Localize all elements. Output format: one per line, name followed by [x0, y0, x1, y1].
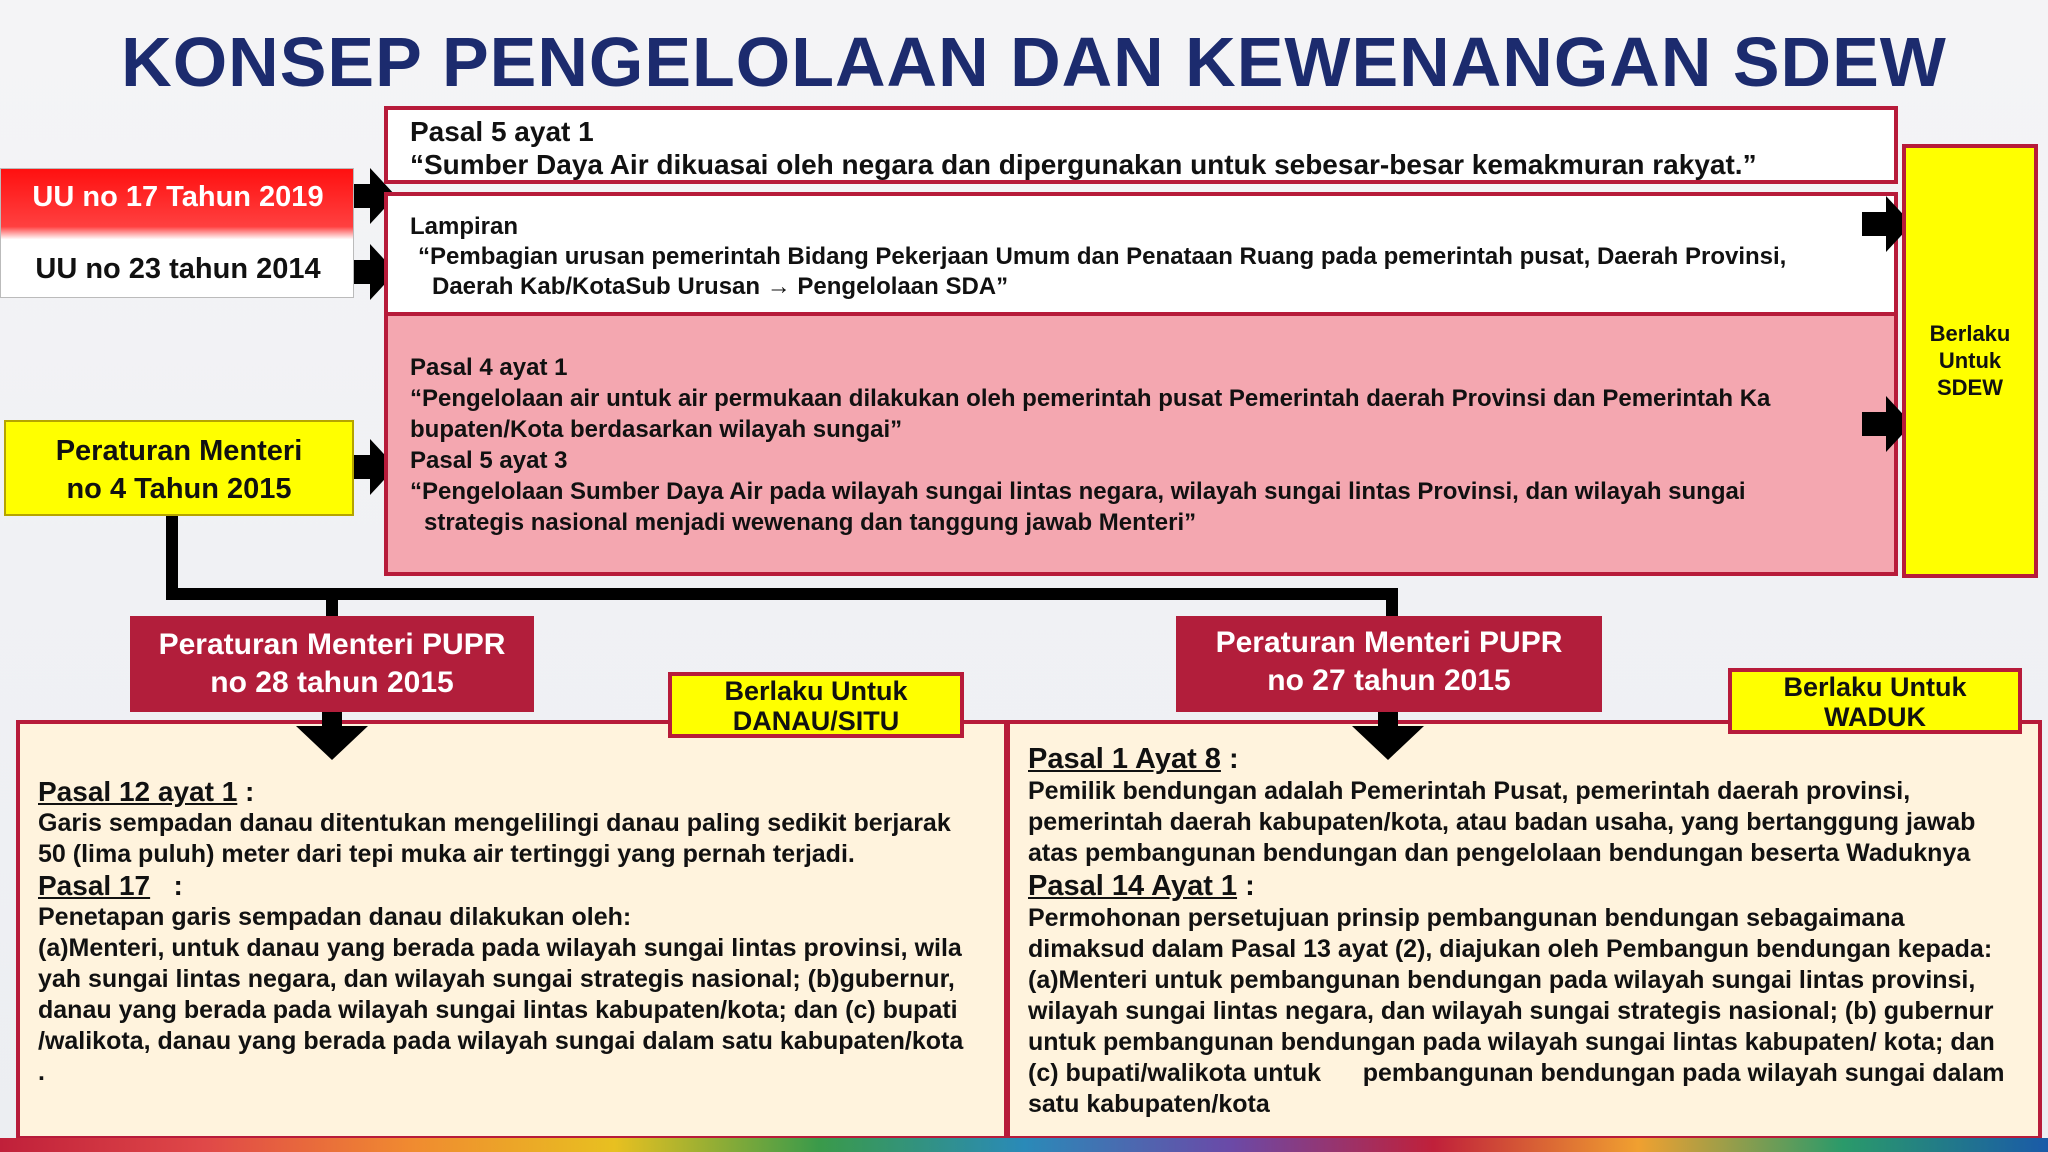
permen-4-2015-box [4, 420, 354, 516]
pasal-5-ayat-3-line1: “Pengelolaan Sumber Daya Air pada wilayah sungai lintas negara, wilayah sungai lintas Provinsi, dan wilayah sungai [410, 478, 1746, 505]
pasal-5-ayat-3-heading: Pasal 5 ayat 3 [410, 447, 568, 474]
berlaku-waduk-line2: WADUK [1824, 702, 1926, 732]
lampiran-box [384, 192, 1898, 316]
pasal-17-line: . [38, 1058, 45, 1086]
pasal-14-line: satu kabupaten/kota [1028, 1090, 1270, 1118]
page-title: KONSEP PENGELOLAAN DAN KEWENANGAN SDEW [121, 23, 1947, 101]
berlaku-sdew-box [1902, 144, 2038, 578]
colon: : [1220, 743, 1239, 775]
berlaku-danau-box [668, 672, 964, 738]
berlaku-sdew-line3: SDEW [1937, 375, 2003, 400]
pasal-1-ayat-8-heading: Pasal 1 Ayat 8 [1028, 743, 1221, 775]
pasal-1-line: Pemilik bendungan adalah Pemerintah Pusat, pemerintah daerah provinsi, [1028, 777, 1911, 805]
uu-2019-label: UU no 17 Tahun 2019 [32, 181, 324, 213]
pupr-27-2015-box [1176, 616, 1602, 712]
uu-label-box [0, 168, 354, 298]
pasal-12-heading: Pasal 12 ayat 1 [38, 776, 238, 807]
pasal-4-heading: Pasal 4 ayat 1 [410, 354, 568, 381]
pasal-4-line1: “Pengelolaan air untuk air permukaan dilakukan oleh pemerintah pusat Pemerintah daerah Provinsi dan Pemerintah Ka [410, 385, 1771, 412]
berlaku-waduk-line1: Berlaku Untuk [1783, 672, 1967, 702]
permen-line2: no 4 Tahun 2015 [66, 473, 292, 505]
pupr-27-line2: no 27 tahun 2015 [1267, 664, 1511, 697]
waduk-panel-text [1028, 742, 2038, 1120]
pasal-17-line: yah sungai lintas negara, dan wilayah sungai strategis nasional; (b)gubernur, [38, 965, 955, 993]
pasal-17-line: danau yang berada pada wilayah sungai lintas kabupaten/kota; dan (c) bupati [38, 996, 958, 1024]
berlaku-danau-line1: Berlaku Untuk [724, 676, 908, 706]
pasal-4-line2: bupaten/Kota berdasarkan wilayah sungai” [410, 416, 903, 443]
berlaku-sdew-line2: Untuk [1938, 348, 2002, 373]
pasal-14-line: (c) bupati/walikota untuk pembangunan bendungan pada wilayah sungai dalam [1028, 1059, 2005, 1087]
pasal-4-5-pink-box [384, 312, 1898, 576]
pasal-14-line: Permohonan persetujuan prinsip pembangunan bendungan sebagaimana [1028, 904, 1905, 932]
permen-line1: Peraturan Menteri [55, 435, 303, 467]
pasal-5-quote: “Sumber Daya Air dikuasai oleh negara dan dipergunakan untuk sebesar-besar kemakmuran rakyat.” [410, 149, 1757, 180]
connector-line [166, 516, 178, 596]
pasal-5-ayat-1-box [384, 106, 1898, 184]
berlaku-danau-line2: DANAU/SITU [732, 706, 900, 736]
pasal-14-line: untuk pembangunan bendungan pada wilayah sungai lintas kabupaten/ kota; dan [1028, 1028, 1995, 1056]
arrow-shaft [354, 184, 370, 208]
colon: : [237, 776, 255, 807]
pasal-5-ayat-3-line2: strategis nasional menjadi wewenang dan tanggung jawab Menteri” [424, 509, 1197, 536]
arrow-shaft [1862, 212, 1886, 236]
pasal-12-line: Garis sempadan danau ditentukan mengelilingi danau paling sedikit berjarak [38, 809, 951, 837]
uu-2014-label: UU no 23 tahun 2014 [35, 253, 321, 285]
decorative-color-strip [0, 1138, 2048, 1152]
danau-panel-text [38, 776, 1002, 1088]
pasal-17-line: Penetapan garis sempadan danau dilakukan oleh: [38, 903, 632, 931]
pasal-1-line: pemerintah daerah kabupaten/kota, atau badan usaha, yang bertanggung jawab [1028, 808, 1976, 836]
pupr-28-line1: Peraturan Menteri PUPR [158, 628, 506, 661]
lampiran-line1: “Pembagian urusan pemerintah Bidang Pekerjaan Umum dan Penataan Ruang pada pemerintah pusat, Daerah Provinsi, [418, 243, 1787, 270]
colon: : [1237, 870, 1255, 902]
pasal-14-line: dimaksud dalam Pasal 13 ayat (2), diajukan oleh Pembangun bendungan kepada: [1028, 935, 1993, 963]
berlaku-sdew-line1: Berlaku [1929, 321, 2011, 346]
pasal-17-line: /walikota, danau yang berada pada wilayah sungai dalam satu kabupaten/kota [38, 1027, 964, 1055]
pasal-17-heading: Pasal 17 [38, 870, 151, 901]
colon: : [150, 870, 183, 901]
arrow-shaft [354, 260, 370, 284]
lampiran-line2: Daerah Kab/KotaSub Urusan → Pengelolaan SDA” [432, 273, 1009, 300]
lampiran-heading: Lampiran [410, 213, 519, 240]
pasal-5-heading: Pasal 5 ayat 1 [410, 116, 594, 147]
pasal-14-line: (a)Menteri untuk pembangunan bendungan pada wilayah sungai lintas provinsi, [1028, 966, 1976, 994]
arrow-shaft [354, 455, 370, 479]
berlaku-waduk-box [1728, 668, 2022, 734]
pupr-28-2015-box [130, 616, 534, 712]
connector-line [166, 588, 1398, 600]
pasal-14-line: wilayah sungai lintas negara, dan wilayah sungai strategis nasional; (b) gubernur [1028, 997, 1994, 1025]
pasal-1-line: atas pembangunan bendungan dan pengelolaan bendungan beserta Waduknya [1028, 839, 1971, 867]
pupr-27-line1: Peraturan Menteri PUPR [1215, 626, 1563, 659]
pasal-14-ayat-1-heading: Pasal 14 Ayat 1 [1028, 870, 1238, 902]
arrow-down-icon [296, 726, 368, 760]
connector-line [326, 588, 338, 618]
arrow-shaft [1862, 412, 1886, 436]
pasal-17-line: (a)Menteri, untuk danau yang berada pada wilayah sungai lintas provinsi, wila [38, 934, 962, 962]
pupr-28-line2: no 28 tahun 2015 [210, 666, 454, 699]
connector-line [1386, 588, 1398, 618]
pasal-12-line: 50 (lima puluh) meter dari tepi muka air tertinggi yang pernah terjadi. [38, 840, 855, 868]
